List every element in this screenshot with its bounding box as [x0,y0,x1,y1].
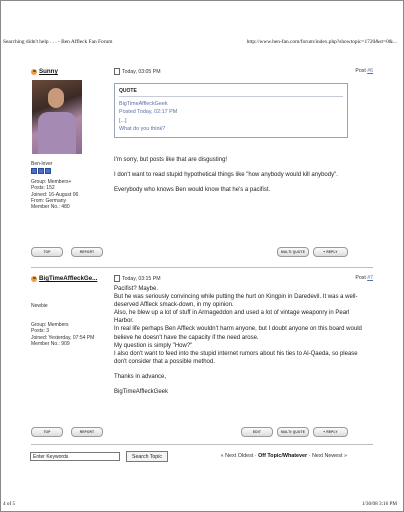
search-input[interactable] [30,452,120,461]
post-separator [31,267,373,268]
nav-separator: · [307,453,312,459]
rank-pip [31,168,37,174]
top-button[interactable]: TOP [31,427,63,437]
post-date-text: Today, 03:15 PM [122,275,161,282]
post-header [31,67,373,77]
username-text: Sunny [39,68,58,75]
quote-box [114,83,348,138]
post-number [355,68,373,74]
user-icon [31,276,37,282]
post-date-text: Today, 03:05 PM [122,68,161,75]
post-body [114,156,363,194]
print-timestamp: 1/30/08 3:16 PM [361,501,397,507]
post-paragraph: I don't want to read stupid hypothetical things like "how anybody would kill anybody". [114,172,338,179]
print-header-url: http://www.ben-fan.com/forum/index.php?showtopic=1720&st=0&... [246,39,397,45]
post-paragraph: But he was seriously convincing while putting the hurt on Kingpin in Daredevil. It was a well-deserved Affleck smack-down, in my opinion. [114,294,358,309]
report-button[interactable]: REPORT [71,427,103,437]
user-group: Group: Members [31,322,69,329]
multiquote-button[interactable]: MULTI·QUOTE [277,247,309,257]
user-meta [31,161,78,210]
print-footer [3,501,397,509]
post-doc-icon [114,275,120,282]
post-separator [31,444,373,445]
post-body [114,285,363,396]
post-paragraph: I also don't want to feed into the stupid internet rumors about his ties to Al-Qaeda, so please don't consider that a possible method. [114,350,358,365]
post-paragraph: In real life perhaps Ben Affleck wouldn't harm anyone, but I doubt anyone on this board would believe he doesn't have the capacity if the need arose. [114,326,362,341]
user-from: From: Germany [31,197,67,204]
user-posts: Posts: 3 [31,328,50,335]
user-group: Group: Members+ [31,179,72,186]
user-member-no: Member No.: 909 [31,340,70,347]
rank-pip [45,168,51,174]
nav-separator: · [253,453,259,459]
user-member-no: Member No.: 480 [31,204,70,211]
user-rank: Ben-lover [31,161,53,167]
post-paragraph: My question is simply "How?" [114,342,193,349]
rank-pip [38,168,44,174]
quote-title: QUOTE [119,88,137,94]
page-count: 4 of 5 [3,501,16,507]
post-number [355,275,373,281]
user-icon [31,69,37,75]
post-paragraph: Thanks in advance, [114,373,167,380]
top-button[interactable]: TOP [31,247,63,257]
next-newest-link[interactable]: Next Newest » [311,453,347,459]
forum-link[interactable]: Off Topic/Whatever [258,453,308,459]
reply-button[interactable]: ❝ REPLY [313,427,348,437]
quote-author: BigTimeAffleckGeek [119,101,168,107]
post-date [114,275,161,282]
post-paragraph: Pacifist? Maybe. [114,286,159,292]
quote-ellipsis: [...] [119,117,127,124]
post-label: Post [355,275,366,281]
quote-body [119,100,177,134]
post-number-link[interactable]: #6 [367,68,373,74]
reply-button[interactable]: ❝ REPLY [313,247,348,257]
post-date [114,68,161,75]
print-header [3,39,397,49]
post-number-link[interactable]: #7 [367,275,373,281]
post-label: Post [355,68,366,74]
search-topic-button[interactable]: Search Topic [126,451,168,462]
post-header [31,274,373,284]
post-paragraph: Also, he blew up a lot of stuff in Armageddon and used a lot of vintage weaponry in Pearl Harbor. [114,310,350,325]
user-joined: Joined: 16-August 06 [31,191,79,198]
rank-pips [31,168,78,174]
username-text: BigTimeAffleckGe... [39,275,98,282]
next-oldest-link[interactable]: « Next Oldest [220,453,254,459]
post-signature: BigTimeAffleckGeek [114,389,169,396]
topic-navigation [221,453,347,459]
edit-button[interactable]: EDIT [241,427,273,437]
post-paragraph: Everybody who knows Ben would know that he's a pacifist. [114,187,271,194]
post-username[interactable] [31,275,97,282]
post-username[interactable] [31,68,58,75]
print-header-title: Searching didn't help . . . - Ben Affleck Fan Forum [3,39,113,45]
user-rank: Newbie [31,303,48,309]
report-button[interactable]: REPORT [71,247,103,257]
post-doc-icon [114,68,120,75]
user-posts: Posts: 152 [31,185,55,192]
quote-posted: Posted Today, 02:17 PM [119,109,178,116]
avatar [32,80,82,154]
quote-text: What do you think? [119,126,166,133]
multiquote-button[interactable]: MULTI·QUOTE [277,427,309,437]
user-meta [31,303,94,347]
user-joined: Joined: Yesterday, 07:54 PM [31,334,95,341]
post-paragraph: I'm sorry, but posts like that are disgusting! [114,157,228,163]
